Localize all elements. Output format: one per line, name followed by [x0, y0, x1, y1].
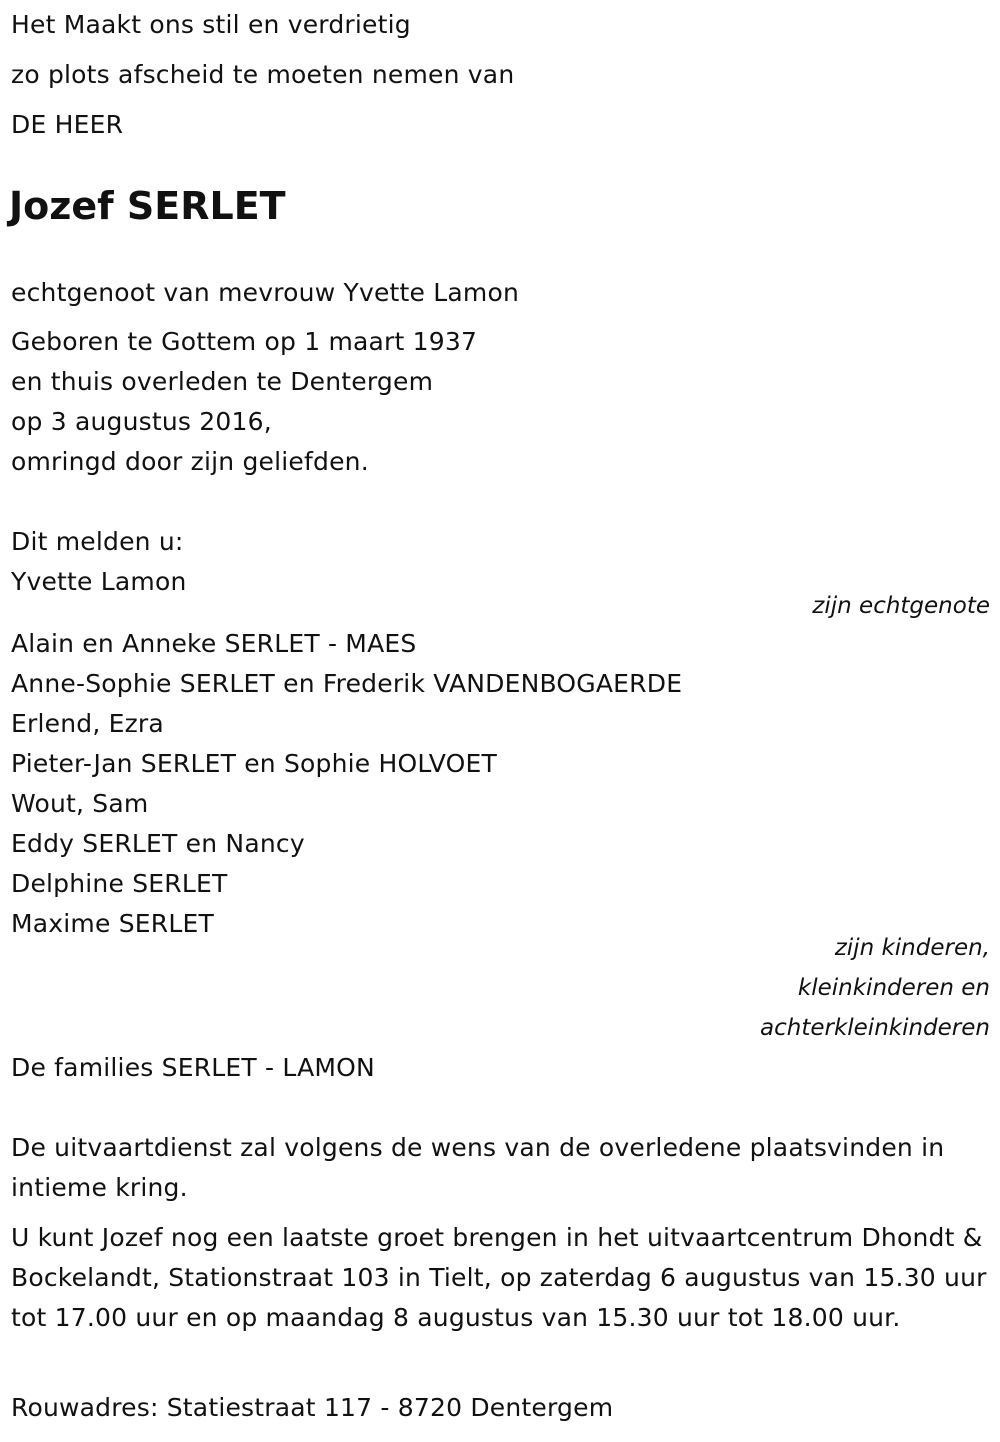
- intro-line-1: Het Maakt ons stil en verdrietig: [11, 10, 411, 39]
- child-line-8: Maxime SERLET: [11, 909, 214, 938]
- visitation-text: U kunt Jozef nog een laatste groet brengen in het uitvaartcentrum Dhondt & Bockelandt, Stationstraat 103 in Tielt, op zaterdag 6 augustus van 15.30 uur tot 17.00 uur en op maandag 8 augustus van 15.30 uur tot 18.00 uur.: [11, 1223, 987, 1332]
- death-date-line: op 3 augustus 2016,: [11, 407, 272, 436]
- families-line: De families SERLET - LAMON: [11, 1053, 375, 1082]
- child-line-1: Alain en Anneke SERLET - MAES: [11, 629, 417, 658]
- intro-line-3: DE HEER: [11, 110, 124, 139]
- children-role-1: zijn kinderen,: [834, 935, 990, 961]
- child-line-2: Anne-Sophie SERLET en Frederik VANDENBOGAERDE: [11, 669, 683, 698]
- announcers-heading: Dit melden u:: [11, 527, 184, 556]
- birth-line: Geboren te Gottem op 1 maart 1937: [11, 327, 478, 356]
- funeral-service-text: De uitvaartdienst zal volgens de wens van de overledene plaatsvinden in intieme kring.: [11, 1133, 945, 1202]
- mourning-address: Rouwadres: Statiestraat 117 - 8720 Dentergem: [11, 1393, 614, 1422]
- death-place-line: en thuis overleden te Dentergem: [11, 367, 434, 396]
- spouse-line: echtgenoot van mevrouw Yvette Lamon: [11, 278, 520, 307]
- child-line-3: Erlend, Ezra: [11, 709, 164, 738]
- deceased-name: Jozef SERLET: [9, 184, 286, 228]
- surrounded-line: omringd door zijn geliefden.: [11, 447, 369, 476]
- child-line-6: Eddy SERLET en Nancy: [11, 829, 305, 858]
- child-line-5: Wout, Sam: [11, 789, 149, 818]
- child-line-7: Delphine SERLET: [11, 869, 228, 898]
- children-role-2: kleinkinderen en: [797, 975, 990, 1001]
- child-line-4: Pieter-Jan SERLET en Sophie HOLVOET: [11, 749, 497, 778]
- intro-line-2: zo plots afscheid te moeten nemen van: [11, 60, 515, 89]
- spouse-name: Yvette Lamon: [11, 567, 187, 596]
- spouse-role: zijn echtgenote: [812, 593, 990, 619]
- children-role-3: achterkleinkinderen: [760, 1015, 990, 1041]
